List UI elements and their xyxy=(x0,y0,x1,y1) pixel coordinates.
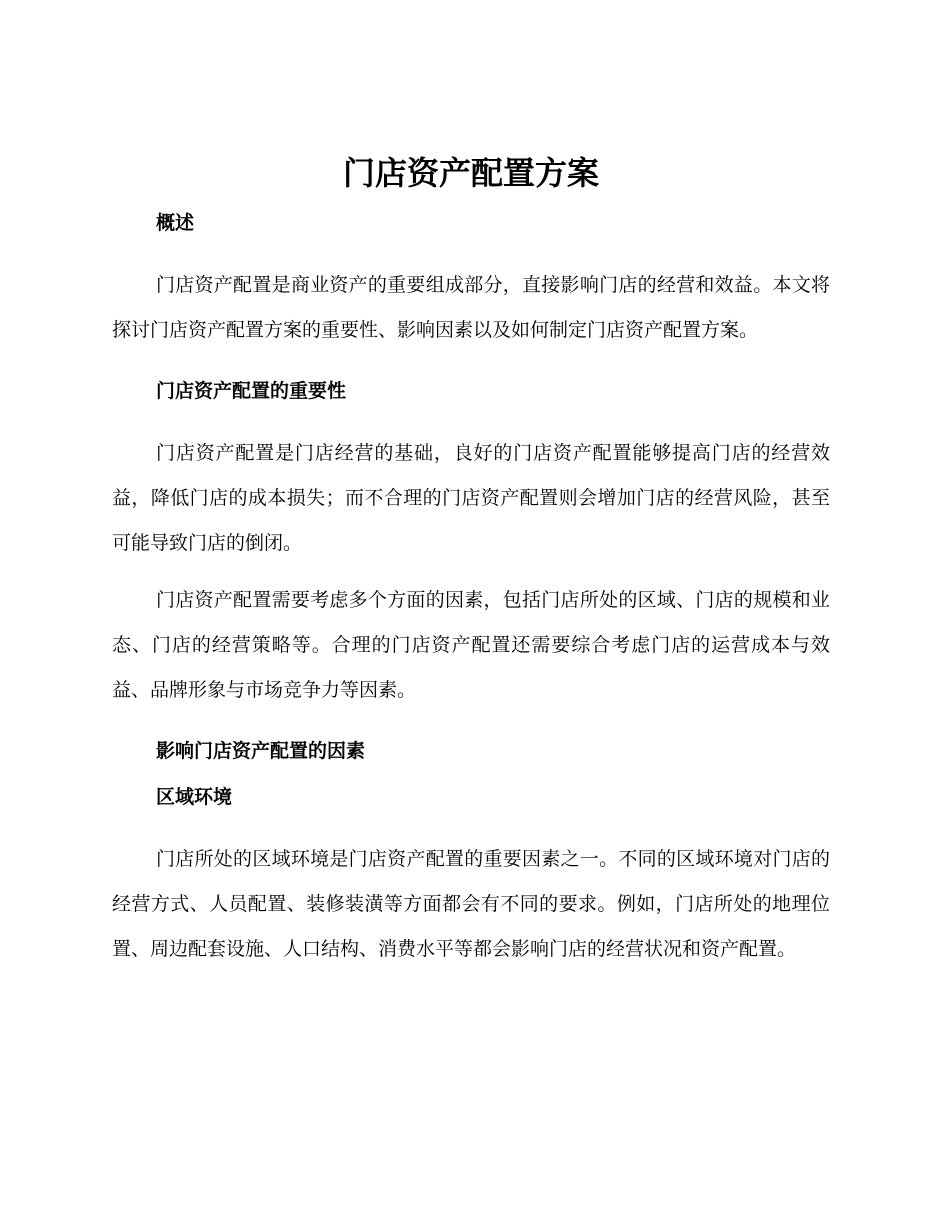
paragraph-region: 门店所处的区域环境是门店资产配置的重要因素之一。不同的区域环境对门店的经营方式、人员配置、装修装潢等方面都会有不同的要求。例如，门店所处的地理位置、周边配套设施、人口结构、消费水平等都会影响门店的经营状况和资产配置。 xyxy=(112,848,830,960)
section-heading-region: 区域环境 xyxy=(156,786,233,808)
section-heading-importance: 门店资产配置的重要性 xyxy=(156,380,347,402)
document-title: 门店资产配置方案 xyxy=(342,154,599,192)
section-heading-overview: 概述 xyxy=(156,212,195,234)
paragraph-overview: 门店资产配置是商业资产的重要组成部分，直接影响门店的经营和效益。本文将探讨门店资产配置方案的重要性、影响因素以及如何制定门店资产配置方案。 xyxy=(112,274,830,341)
section-heading-factors: 影响门店资产配置的因素 xyxy=(156,740,366,762)
document-page xyxy=(112,150,830,972)
paragraph-importance-2: 门店资产配置需要考虑多个方面的因素，包括门店所处的区域、门店的规模和业态、门店的经营策略等。合理的门店资产配置还需要综合考虑门店的运营成本与效益、品牌形象与市场竞争力等因素。 xyxy=(112,589,830,701)
paragraph-importance-1: 门店资产配置是门店经营的基础，良好的门店资产配置能够提高门店的经营效益，降低门店的成本损失；而不合理的门店资产配置则会增加门店的经营风险，甚至可能导致门店的倒闭。 xyxy=(112,442,830,554)
